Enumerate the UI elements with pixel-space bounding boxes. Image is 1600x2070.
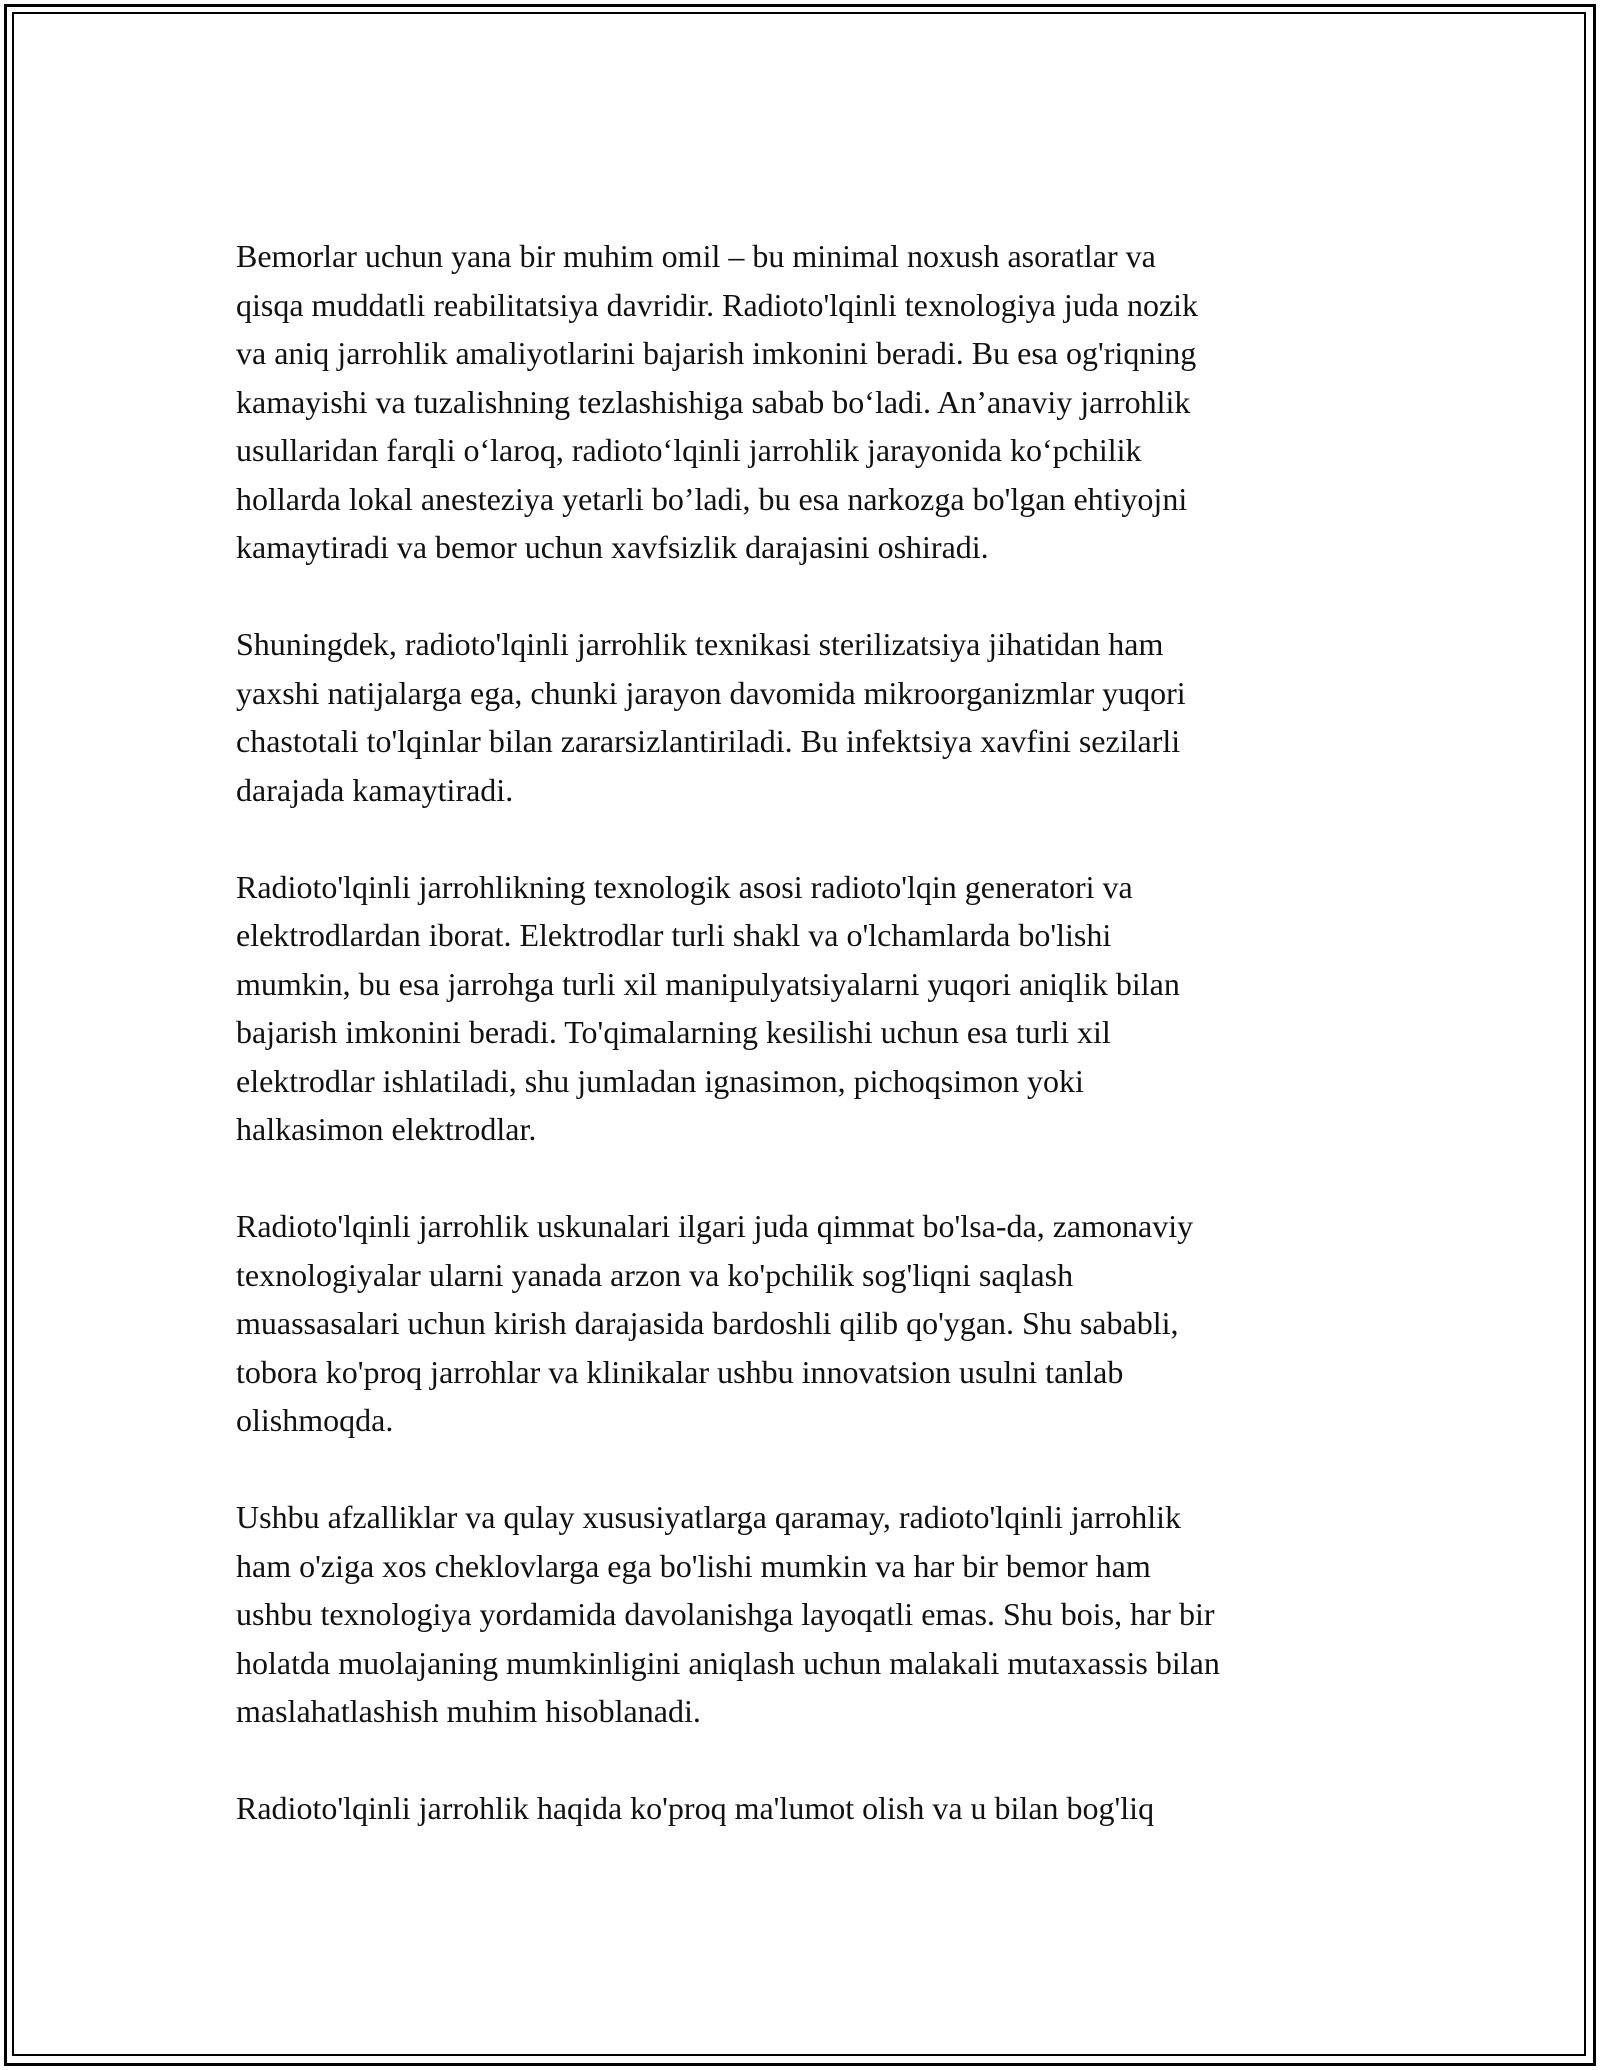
- paragraph-technology-basis: Radioto'lqinli jarrohlikning texnologik asosi radioto'lqin generatori va elektrodlardan iborat. Elektrodlar turli shakl va o'lchamlarda bo'lishi mumkin, bu esa jarrohga turli xil manipulyatsiyalarni yuqori aniqlik bilan bajarish imkonini beradi. To'qimalarning kesilishi uchun esa turli xil elektrodlar ishlatiladi, shu jumladan ignasimon, pichoqsimon yoki halkasimon elektrodlar.: [236, 868, 1180, 1147]
- paragraph-limitations: Ushbu afzalliklar va qulay xususiyatlarga qaramay, radioto'lqinli jarrohlik ham o'ziga xos cheklovlarga ega bo'lishi mumkin va har bir bemor ham ushbu texnologiya yordamida davolanishga layoqatli emas. Shu bois, har bir holatda muolajaning mumkinligini aniqlash uchun malakali mutaxassis bilan maslahatlashish muhim hisoblanadi.: [236, 1499, 1220, 1729]
- document-body: [236, 232, 1376, 1833]
- paragraph-more-info: Radioto'lqinli jarrohlik haqida ko'proq ma'lumot olish va u bilan bog'liq: [236, 1790, 1155, 1826]
- paragraph-postoperative-benefits: Bemorlar uchun yana bir muhim omil – bu minimal noxush asoratlar va qisqa muddatli reabilitatsiya davridir. Radioto'lqinli texnologiya juda nozik va aniq jarrohlik amaliyotlarini bajarish imkonini beradi. Bu esa og'riqning kamayishi va tuzalishning tezlashishiga sabab boʻladi. An’anaviy jarrohlik usullaridan farqli oʻlaroq, radiotoʻlqinli jarrohlik jarayonida koʻpchilik hollarda lokal anesteziya yetarli bo’ladi, bu esa narkozga bo'lgan ehtiyojni kamaytiradi va bemor uchun xavfsizlik darajasini oshiradi.: [236, 238, 1199, 565]
- paragraph-sterilization: Shuningdek, radioto'lqinli jarrohlik texnikasi sterilizatsiya jihatidan ham yaxshi natijalarga ega, chunki jarayon davomida mikroorganizmlar yuqori chastotali to'lqinlar bilan zararsizlantiriladi. Bu infektsiya xavfini sezilarli darajada kamaytiradi.: [236, 626, 1186, 808]
- paragraph-equipment-cost: Radioto'lqinli jarrohlik uskunalari ilgari juda qimmat bo'lsa-da, zamonaviy texnologiyalar ularni yanada arzon va ko'pchilik sog'liqni saqlash muassasalari uchun kirish darajasida bardoshli qilib qo'ygan. Shu sababli, tobora ko'proq jarrohlar va klinikalar ushbu innovatsion usulni tanlab olishmoqda.: [236, 1208, 1194, 1438]
